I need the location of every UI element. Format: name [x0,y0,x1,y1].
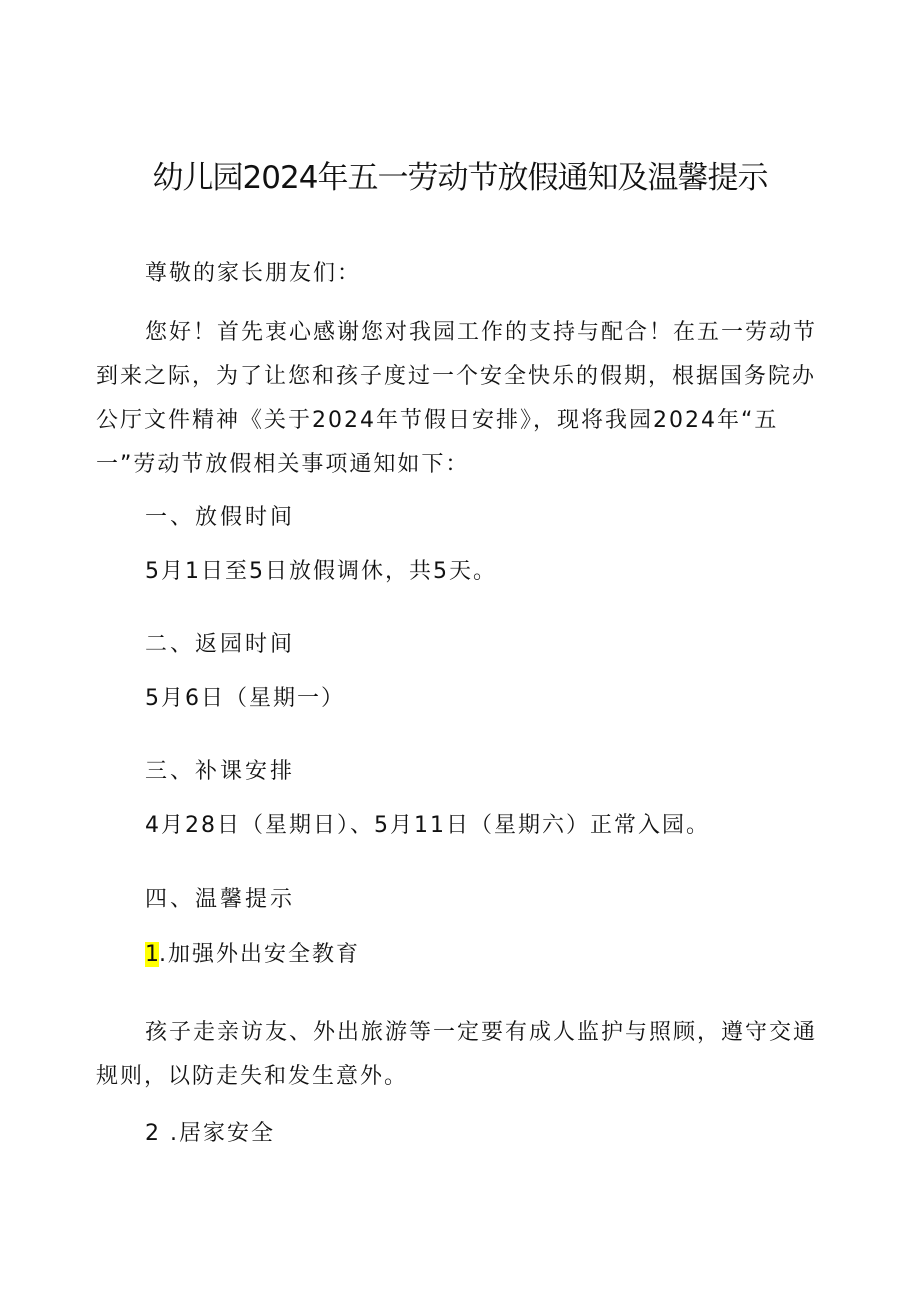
tip-1-number: 1 [145,942,159,967]
section-heading-makeup-class: 三、补课安排 [145,759,296,784]
tip-1-content: 孩子走亲访友、外出旅游等一定要有成人监护与照顾，遵守交通规则，以防走失和发生意外。 [96,1020,818,1089]
intro-paragraph: 您好！首先衷心感谢您对我园工作的支持与配合！在五一劳动节到来之际，为了让您和孩子度过一个安全快乐的假期，根据国务院办公厅文件精神《关于2024年节假日安排》，现将我园2024年“五一”劳动节放假相关事项通知如下： [96,320,818,477]
section-content-makeup-class: 4月28日（星期日）、5月11日（星期六）正常入园。 [145,813,710,838]
section-heading-return-time: 二、返园时间 [145,632,296,657]
section-content-holiday-time: 5月1日至5日放假调休，共5天。 [145,559,497,584]
tip-2-number: 2 [145,1121,161,1146]
section-heading-holiday-time: 一、放假时间 [145,505,296,530]
tip-2-title [145,1118,275,1150]
tip-1-title-text: .加强外出安全教育 [159,942,360,967]
document-title: 幼儿园2024年五一劳动节放假通知及温馨提示 [152,160,768,196]
tip-2-title-text: .居家安全 [161,1121,275,1146]
greeting: 尊敬的家长朋友们： [145,261,362,286]
tip-1-title [145,939,360,971]
section-content-return-time: 5月6日（星期一） [145,686,345,711]
section-heading-tips: 四、温馨提示 [145,887,296,912]
